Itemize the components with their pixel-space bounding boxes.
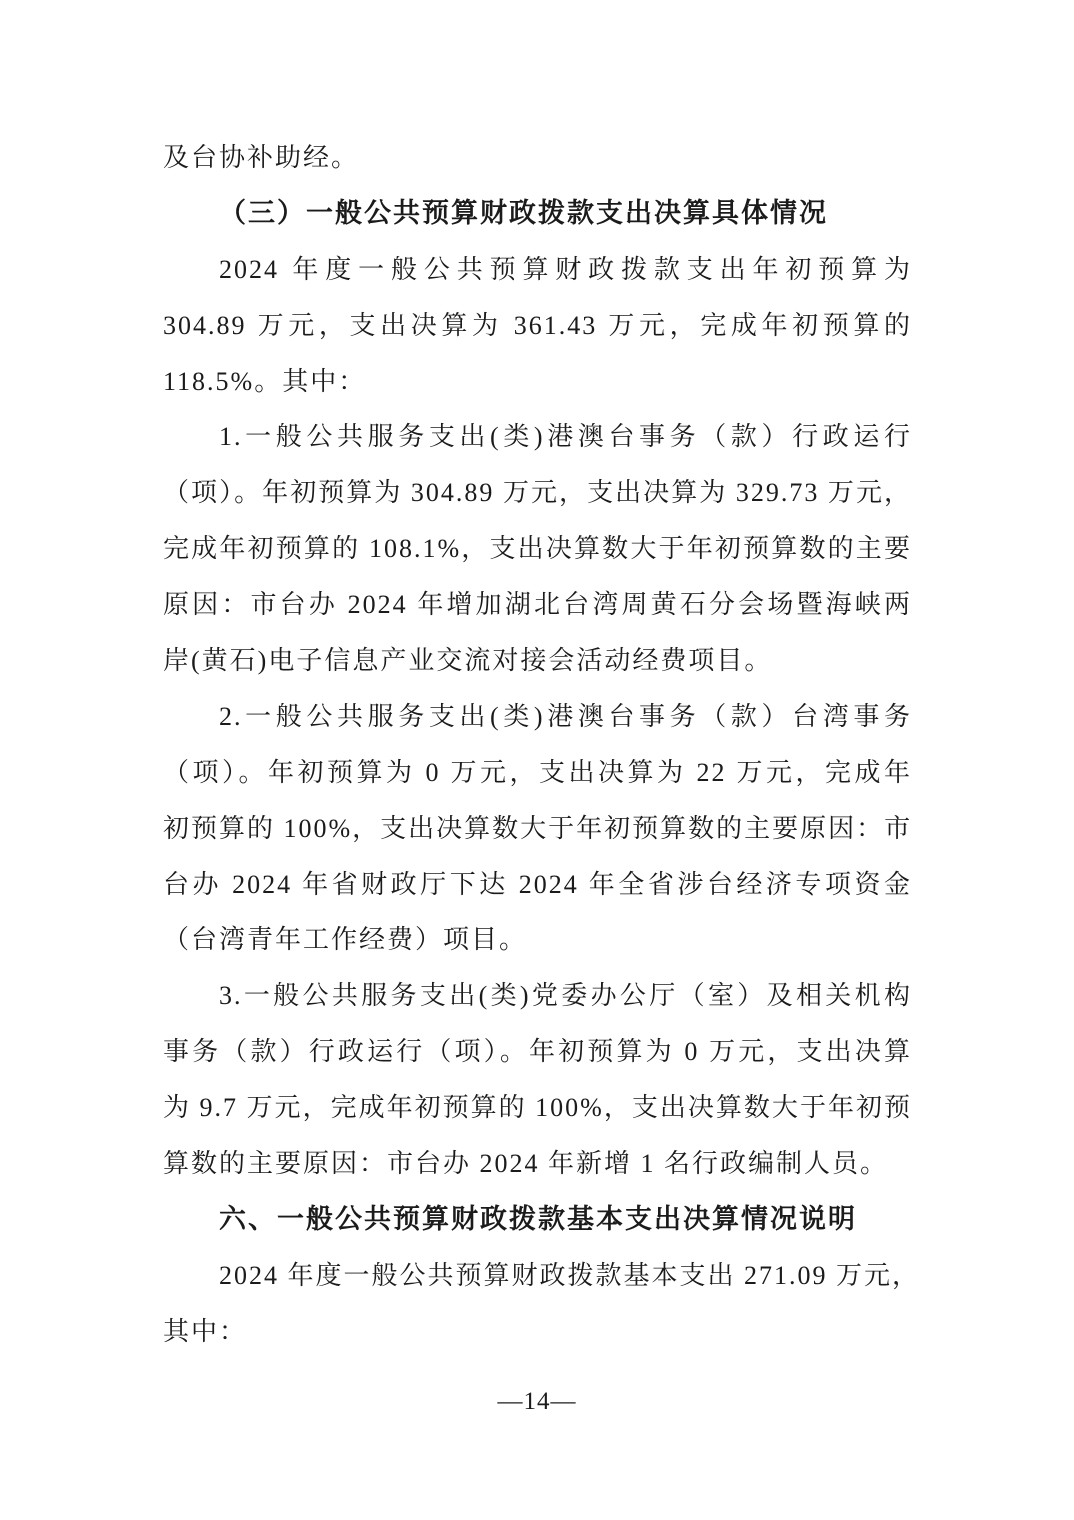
document-body xyxy=(163,130,921,1360)
text-line: 初预算的 100%，支出决算数大于年初预算数的主要原因：市 xyxy=(163,813,913,843)
subsection-heading: （三）一般公共预算财政拨款支出决算具体情况 xyxy=(219,197,828,228)
text-line: 2024 年度一般公共预算财政拨款支出年初预算为 xyxy=(219,254,912,284)
text-line: 台办 2024 年省财政厅下达 2024 年全省涉台经济专项资金 xyxy=(163,869,912,899)
text-line: 事务（款）行政运行（项）。年初预算为 0 万元，支出决算 xyxy=(163,1037,912,1067)
text-line: 118.5%。其中： xyxy=(163,366,367,396)
text-line: （项）。年初预算为 0 万元，支出决算为 22 万元，完成年 xyxy=(163,757,912,787)
text-line: 岸(黄石)电子信息产业交流对接会活动经费项目。 xyxy=(163,646,773,676)
text-line: 2024 年度一般公共预算财政拨款基本支出 271.09 万元， xyxy=(219,1260,921,1290)
page-number: —14— xyxy=(497,1388,577,1415)
section-heading: 六、一般公共预算财政拨款基本支出决算情况说明 xyxy=(219,1203,857,1234)
text-line: （台湾青年工作经费）项目。 xyxy=(163,925,528,955)
text-line: 为 9.7 万元，完成年初预算的 100%，支出决算数大于年初预 xyxy=(163,1093,912,1123)
text-line: 及台协补助经。 xyxy=(163,143,360,172)
text-line: 1.一般公共服务支出(类)港澳台事务（款）行政运行 xyxy=(219,422,912,452)
text-line: 完成年初预算的 108.1%，支出决算数大于年初预算数的主要 xyxy=(163,534,912,564)
text-line: 2.一般公共服务支出(类)港澳台事务（款）台湾事务 xyxy=(219,701,912,731)
text-line: 304.89 万元，支出决算为 361.43 万元，完成年初预算的 xyxy=(163,310,912,340)
text-line: 算数的主要原因：市台办 2024 年新增 1 名行政编制人员。 xyxy=(163,1149,889,1179)
text-line: 3.一般公共服务支出(类)党委办公厅（室）及相关机构 xyxy=(219,981,912,1011)
text-line: 其中： xyxy=(163,1316,248,1346)
text-line: （项）。年初预算为 304.89 万元，支出决算为 329.73 万元， xyxy=(163,478,912,508)
text-line: 原因：市台办 2024 年增加湖北台湾周黄石分会场暨海峡两 xyxy=(163,590,912,620)
